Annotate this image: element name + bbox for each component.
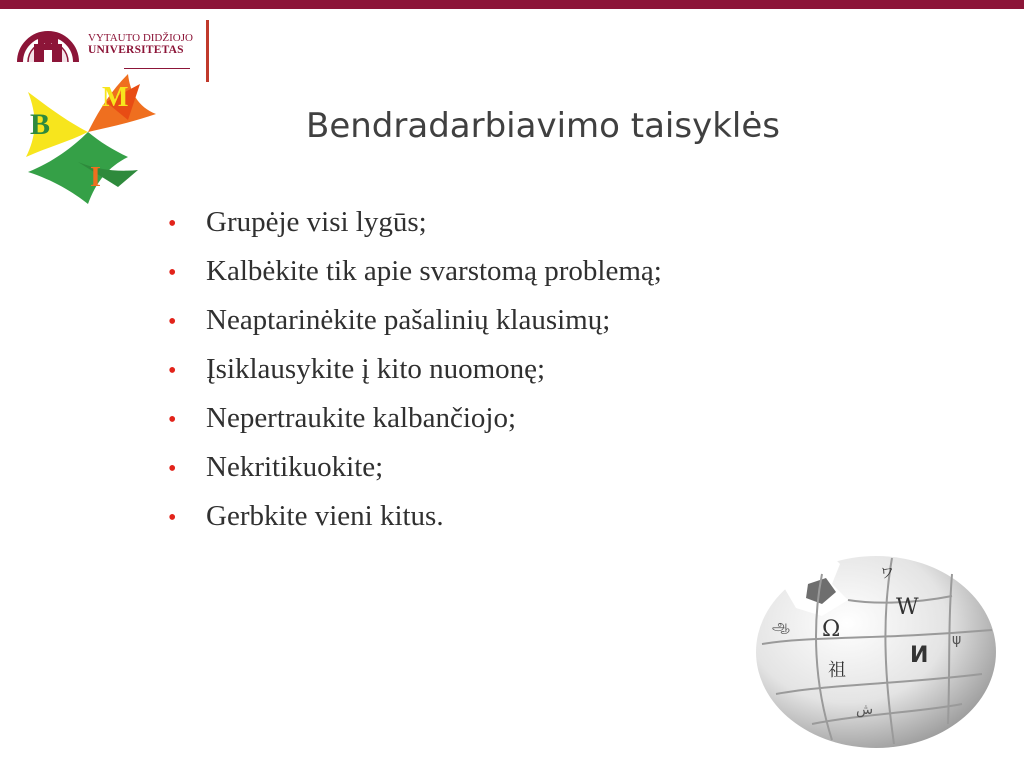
list-item: [168, 255, 662, 304]
svg-text:ش: ش: [856, 702, 874, 718]
list-item: [168, 304, 662, 353]
svg-text:ψ: ψ: [952, 632, 962, 648]
list-item: [168, 451, 662, 500]
bmi-logo-icon: [18, 62, 160, 204]
list-item-text: Nekritikuokite;: [206, 451, 384, 483]
svg-text:M: M: [102, 82, 129, 113]
svg-text:B: B: [30, 108, 51, 141]
list-item: [168, 402, 662, 451]
list-item-text: Gerbkite vieni kitus.: [206, 500, 444, 532]
list-item: [168, 500, 662, 549]
bullet-icon: •: [168, 260, 177, 286]
wikipedia-globe-icon: [752, 544, 1000, 748]
university-name-line1: VYTAUTO DIDŽIOJO: [88, 32, 193, 44]
rules-list: [168, 206, 662, 549]
top-accent-bar: [0, 0, 1024, 9]
list-item-text: Įsiklausykite į kito nuomonę;: [206, 353, 546, 385]
list-item: [168, 353, 662, 402]
list-item: [168, 206, 662, 255]
svg-text:ஆ: ஆ: [772, 618, 790, 634]
university-name-line2: UNIVERSITETAS: [88, 44, 184, 56]
bullet-icon: •: [168, 309, 177, 335]
svg-text:Ω: Ω: [822, 617, 841, 642]
bullet-icon: •: [168, 211, 177, 237]
bullet-icon: •: [168, 456, 177, 482]
svg-text:祖: 祖: [828, 660, 846, 681]
slide-title: Bendradarbiavimo taisyklės: [306, 106, 780, 146]
list-item-text: Nepertraukite kalbančiojo;: [206, 402, 517, 434]
bullet-icon: •: [168, 358, 177, 384]
svg-text:И: И: [910, 643, 929, 668]
svg-text:W: W: [896, 595, 919, 620]
list-item-text: Kalbėkite tik apie svarstomą problemą;: [206, 255, 662, 287]
university-seal-icon: [16, 18, 80, 64]
list-item-text: Grupėje visi lygūs;: [206, 206, 427, 238]
bullet-icon: •: [168, 407, 177, 433]
list-item-text: Neaptarinėkite pašalinių klausimų;: [206, 304, 611, 336]
svg-text:ワ: ワ: [880, 566, 894, 582]
bullet-icon: •: [168, 505, 177, 531]
svg-text:I: I: [90, 162, 101, 193]
logo-separator: [206, 20, 209, 82]
